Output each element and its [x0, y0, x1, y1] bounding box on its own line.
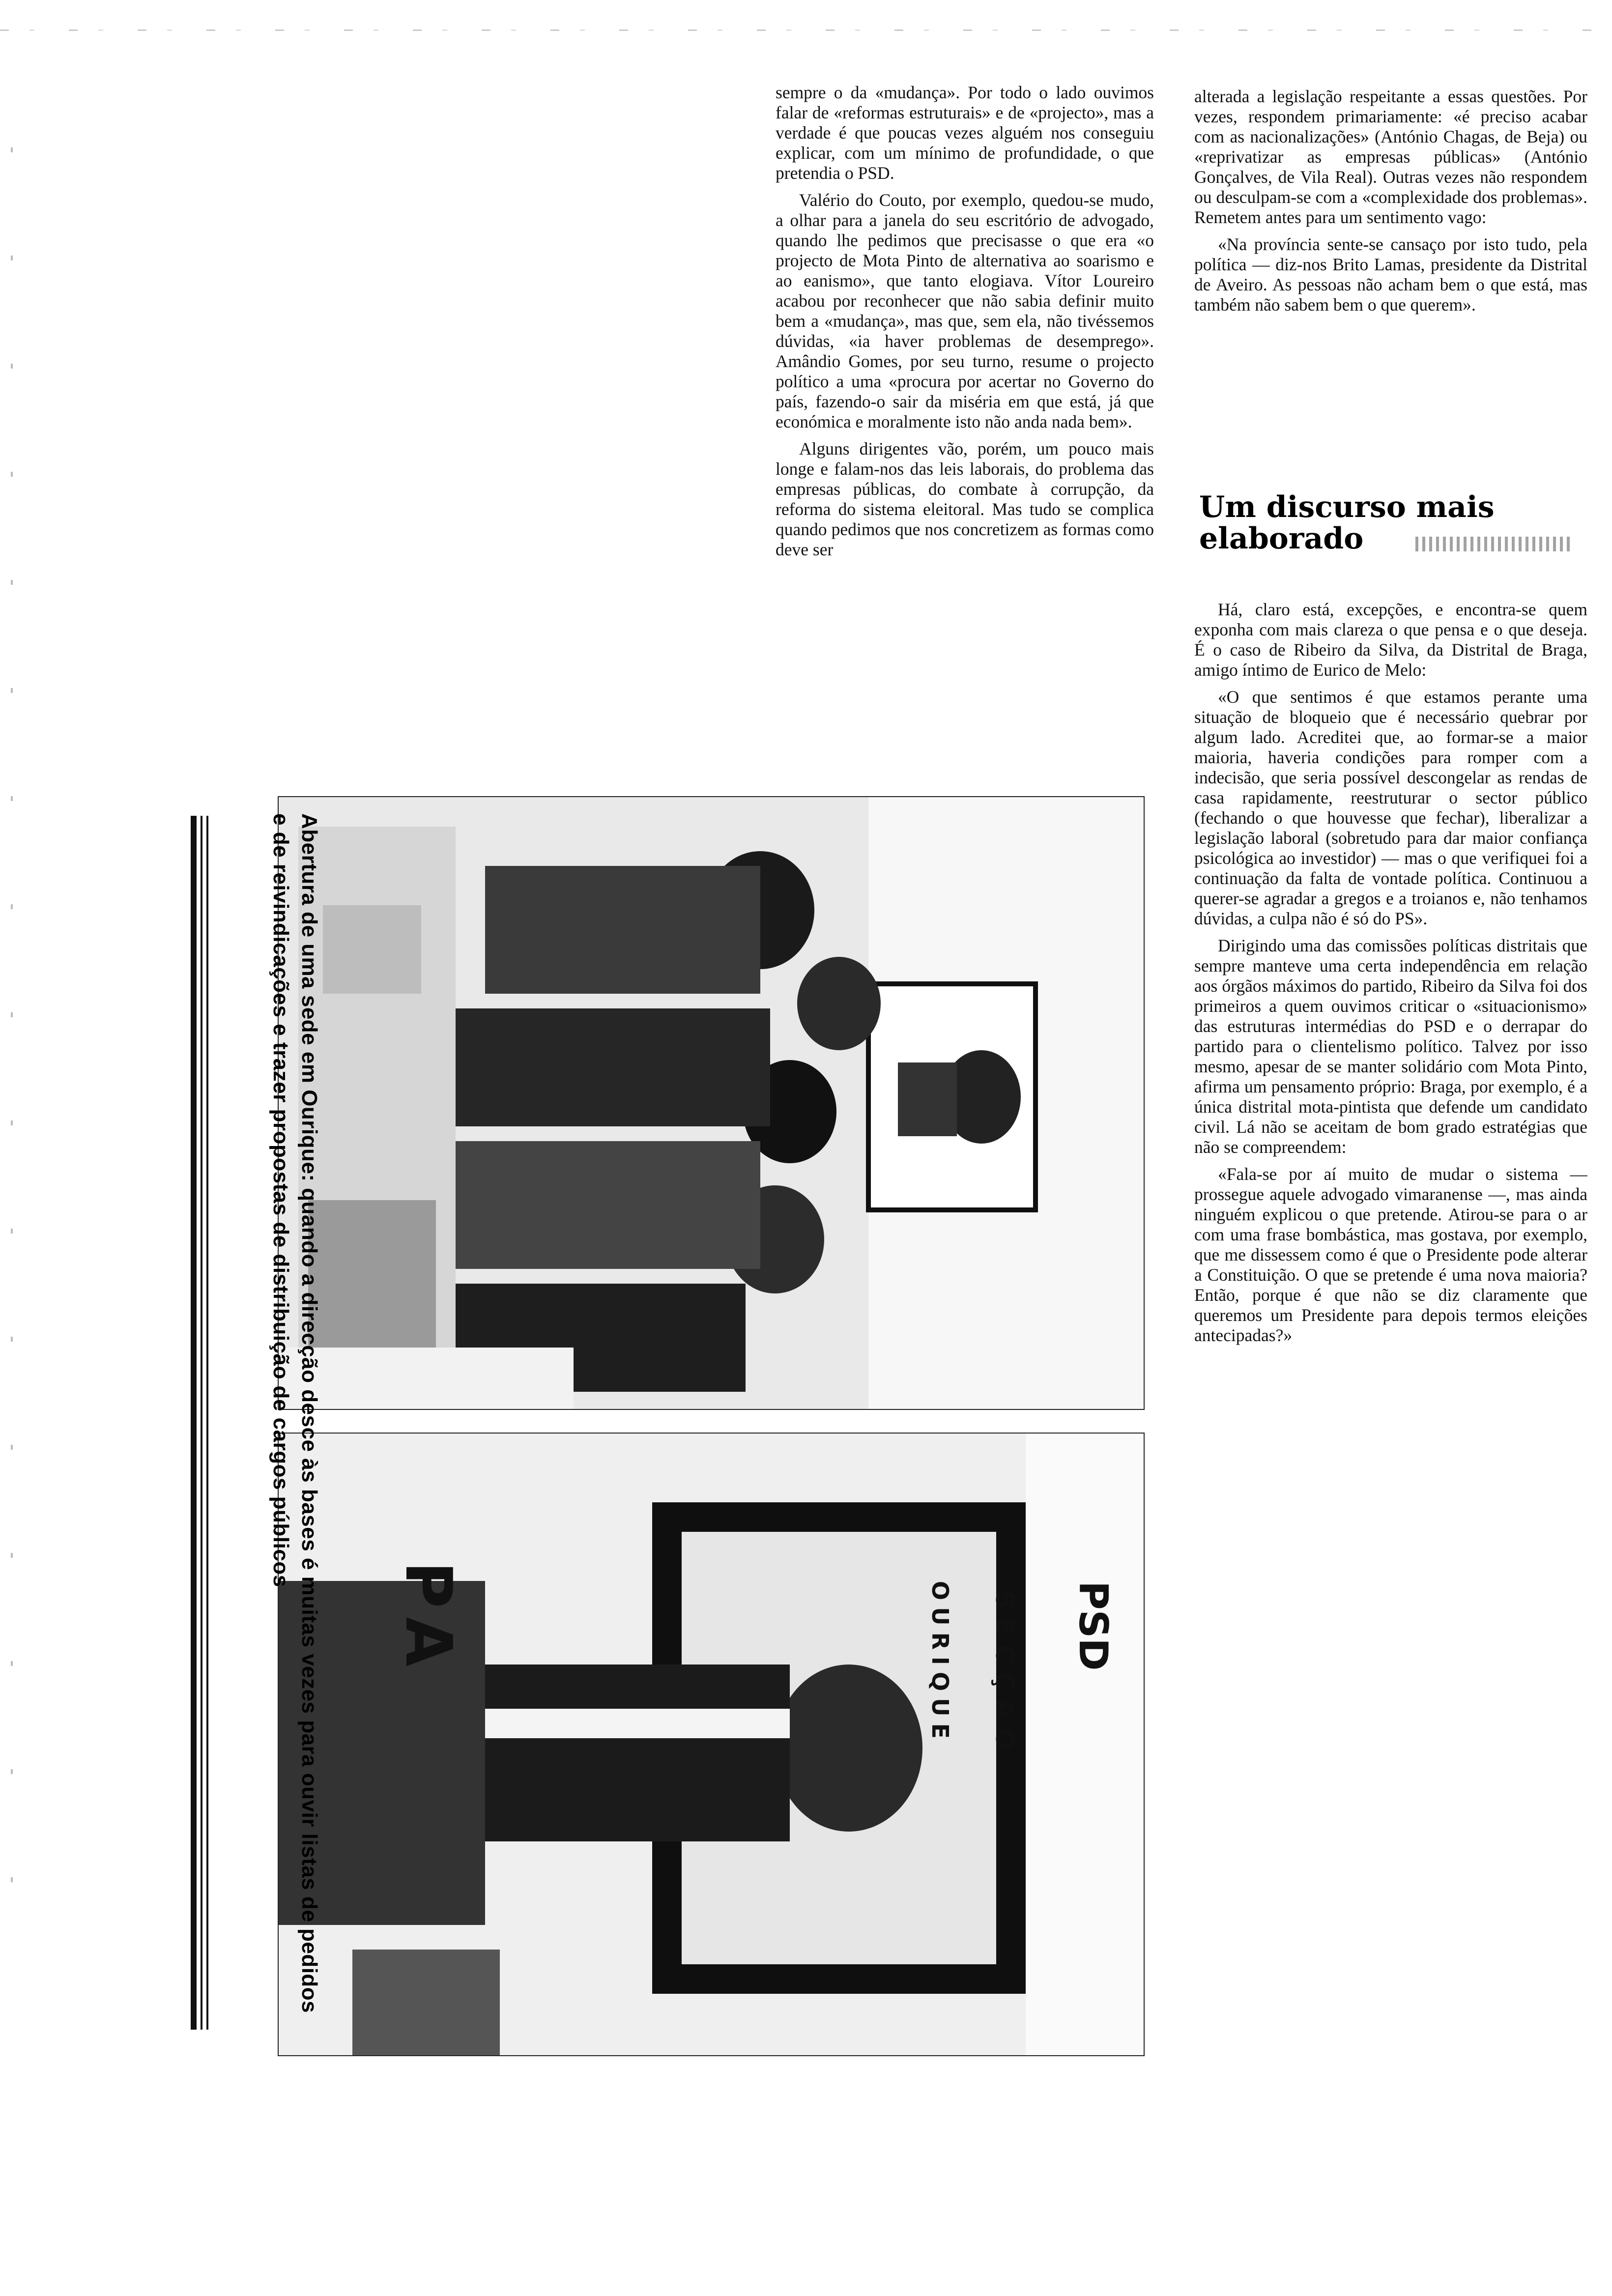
col2-quote-brito-lamas: «Na província sente-se cansaço por isto tudo, pela política — diz-nos Brito Lamas, presidente da Distrital de Aveiro. As pessoas não acham bem o que está, mas também não sabem bem o que querem».	[1194, 234, 1587, 315]
article-column-2	[1194, 86, 1587, 519]
col3-paragraph-1: Há, claro está, excepções, e encontra-se quem exponha com mais clareza o que pensa e o que deseja. É o caso de Ribeiro da Silva, da Distrital de Braga, amigo íntimo de Eurico de Melo:	[1194, 600, 1587, 680]
caption-rule-thin-2	[206, 816, 208, 2030]
section-subheading: Um discurso mais elaborado	[1199, 490, 1495, 556]
scan-artifact-top	[0, 29, 1612, 31]
photo-caption: Abertura de uma sede em Ourique: quando a direcção desce às bases é muitas vezes para ouvir listas de pedidos e de reivindicações e trazer propostas de distribuição de cargos públicos	[269, 813, 321, 2013]
photo-caption-container	[246, 813, 344, 2027]
poster-letters: PA	[391, 1561, 466, 1681]
sign-ourique: OURIQUE	[927, 1581, 953, 1746]
sign-seccao: SECÇÃO	[990, 1591, 1019, 1759]
col1-paragraph-2: Valério do Couto, por exemplo, quedou-se mudo, a olhar para a janela do seu escritório de advogado, quando lhe pedimos que precisasse o que era «o projecto de Mota Pinto de alternativa ao soarismo e ao eanismo», que tanto elogiava. Vítor Loureiro acabou por reconhecer que não sabia definir muito bem a «mudança», mas que, sem ela, não tivéssemos dúvidas, «ia haver problemas de desemprego». Amândio Gomes, por seu turno, resume o projecto político a uma «procura por acertar no Governo do país, fazendo-o sair da miséria em que está, já que económica e moralmente isto não anda nada bem».	[776, 190, 1154, 431]
photo-meeting-portrait	[278, 796, 1145, 1410]
col2-paragraph-1: alterada a legislação respeitante a essas questões. Por vezes, respondem primariamente: «é preciso acabar com as nacionalizações» (António Chagas, de Beja) ou «reprivatizar as empresas públicas» (António Gonçalves, de Vila Real). Outras vezes não respondem ou desculpam-se com a «complexidade dos problemas». Remetem antes para um sentimento vago:	[1194, 86, 1587, 227]
photo-psd-section-ourique	[278, 1433, 1145, 2056]
col3-paragraph-3: Dirigindo uma das comissões políticas distritais que sempre manteve uma certa independência em relação aos órgãos máximos do partido, Ribeiro da Silva foi dos primeiros a quem ouvimos criticar o «situacionismo» das estruturas intermédias do PSD e o derrapar do partido para o clientelismo político. Talvez por isso mesmo, apesar de se manter solidário com Mota Pinto, afirma um pensamento próprio: Braga, por exemplo, é a única distrital mota-pintista que defende um candidato civil. Lá não se aceitam de bom grado estratégias que não se compreendem:	[1194, 936, 1587, 1157]
col3-quote-closing: «Fala-se por aí muito de mudar o sistema — prossegue aquele advogado vimaranense —, mas ainda ninguém explicou o que pretende. Atirou-se para o ar com uma frase bombástica, mas gostava, por exemplo, que me dissessem como é que o Presidente pode alterar a Constituição. O que se pretende é uma nova maioria? Então, porque é que não se diz claramente que queremos um Presidente para depois termos eleições antecipadas?»	[1194, 1164, 1587, 1345]
sign-psd: PSD	[1070, 1581, 1116, 1671]
article-column-1	[776, 83, 1154, 790]
col3-quote-ribeiro-da-silva: «O que sentimos é que estamos perante uma situação de bloqueio que é necessário quebrar por algum lado. Acreditei que, ao formar-se a maior maioria, haveria condições para romper com a indecisão, que seria possível descongelar as rendas de casa rapidamente, reestruturar o sector público (fechando o que houvesse que fechar), liberalizar a legislação laboral (sobretudo para dar maior confiança psicológica ao investidor) — mas o que verifiquei foi a continuação da falta de vontade política. Continuou a querer-se agradar a gregos e a troianos e, não tenhamos dúvidas, a culpa não é só do PS».	[1194, 687, 1587, 928]
article-column-3	[1194, 600, 1587, 1789]
caption-rule-thick	[191, 816, 197, 2030]
caption-rule-thin	[201, 816, 202, 2030]
scan-artifact-left	[11, 147, 13, 1917]
col1-paragraph-3: Alguns dirigentes vão, porém, um pouco mais longe e falam-nos das leis laborais, do problema das empresas públicas, do combate à corrupção, da reforma do sistema eleitoral. Mas tudo se complica quando pedimos que nos concretizem as formas como deve ser	[776, 439, 1154, 559]
print-smudge	[1415, 537, 1573, 551]
col1-paragraph-1: sempre o da «mudança». Por todo o lado ouvimos falar de «reformas estruturais» e de «projecto», mas a verdade é que poucas vezes alguém nos conseguiu explicar, com um mínimo de profundidade, o que pretendia o PSD.	[776, 83, 1154, 183]
